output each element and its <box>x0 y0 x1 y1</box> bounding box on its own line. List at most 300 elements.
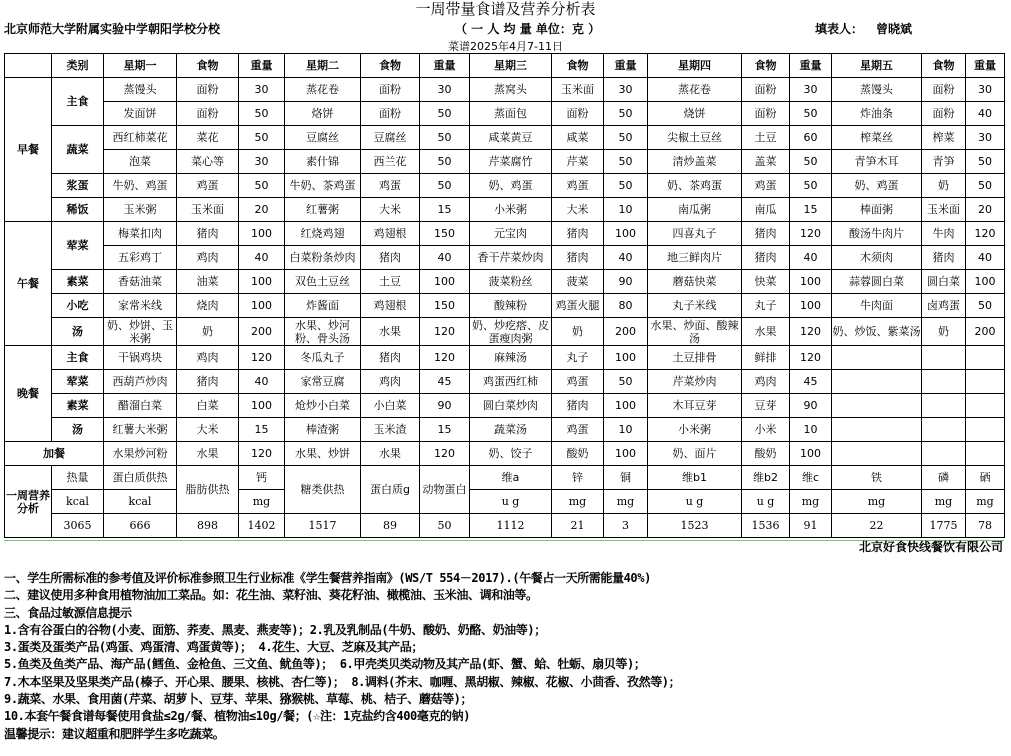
weight-cell: 30 <box>790 78 832 102</box>
food-cell: 面粉 <box>552 102 604 126</box>
food-cell: 面粉 <box>177 78 239 102</box>
nutrient-value: 666 <box>104 514 177 538</box>
meal-dinner: 晚餐 <box>5 346 52 442</box>
nutrient-name: 钙 <box>239 466 285 490</box>
dish-cell: 菠菜粉丝 <box>470 270 552 294</box>
note-line: 1.含有谷蛋白的谷物(小麦、面筋、荞麦、黑麦、燕麦等)；2.乳及乳制品(牛奶、酸奶、奶酪、奶油等)； <box>4 622 546 637</box>
weight-cell: 120 <box>420 346 470 370</box>
meal-extra: 加餐 <box>5 442 104 466</box>
divider <box>4 537 1004 541</box>
nutrient-value: 1536 <box>742 514 790 538</box>
weight-cell: 200 <box>239 318 285 346</box>
weight-cell: 100 <box>604 222 648 246</box>
header-day: 星期五 <box>832 54 922 78</box>
dish-cell: 醋溜白菜 <box>104 394 177 418</box>
weight-cell: 100 <box>239 294 285 318</box>
weight-cell: 90 <box>604 270 648 294</box>
food-cell: 猪肉 <box>177 370 239 394</box>
unit-label: （ 一 人 均 量 单位：克 ） <box>455 22 601 36</box>
weight-cell: 15 <box>790 198 832 222</box>
table-row <box>5 466 1005 490</box>
weight-cell: 150 <box>420 294 470 318</box>
weight-cell: 15 <box>420 418 470 442</box>
weight-cell: 50 <box>604 370 648 394</box>
weight-cell: 50 <box>966 294 1005 318</box>
weight-cell: 100 <box>239 394 285 418</box>
header-food: 食物 <box>177 54 239 78</box>
note-line: 二、建议使用多种食用植物油加工菜品。如：花生油、菜籽油、葵花籽油、橄榄油、玉米油、调和油等。 <box>4 588 538 603</box>
filler-label: 填表人： <box>815 22 864 36</box>
empty-cell <box>922 346 966 370</box>
dish-cell: 棒面粥 <box>832 198 922 222</box>
food-cell: 鸡蛋 <box>552 174 604 198</box>
food-cell: 猪肉 <box>552 222 604 246</box>
table-row <box>5 370 1005 394</box>
notes-section <box>4 570 1004 743</box>
weight-cell: 20 <box>966 198 1005 222</box>
nutrient-name: 硒 <box>966 466 1005 490</box>
dish-cell: 水果、炒河粉、骨头汤 <box>285 318 361 346</box>
weight-cell: 50 <box>604 126 648 150</box>
header-day: 星期一 <box>104 54 177 78</box>
food-cell: 酸奶 <box>552 442 604 466</box>
food-cell: 南瓜 <box>742 198 790 222</box>
weight-cell: 50 <box>790 150 832 174</box>
weight-cell: 30 <box>966 126 1005 150</box>
weight-cell: 120 <box>239 346 285 370</box>
food-cell: 水果 <box>742 318 790 346</box>
header-weight: 重量 <box>420 54 470 78</box>
category-label: 稀饭 <box>52 198 104 222</box>
dish-cell: 棒渣粥 <box>285 418 361 442</box>
food-cell: 鸡蛋 <box>552 418 604 442</box>
food-cell: 水果 <box>361 318 420 346</box>
nutrient-name: 维a <box>470 466 552 490</box>
dish-cell: 蔬菜汤 <box>470 418 552 442</box>
nutrient-unit: mg <box>552 490 604 514</box>
weight-cell: 100 <box>790 270 832 294</box>
nutrient-unit: kcal <box>52 490 104 514</box>
dish-cell: 烙饼 <box>285 102 361 126</box>
weight-cell: 50 <box>790 102 832 126</box>
food-cell: 玉米面 <box>922 198 966 222</box>
food-cell: 猪肉 <box>742 246 790 270</box>
weight-cell: 30 <box>239 78 285 102</box>
menu-table <box>4 53 1005 538</box>
dish-cell: 白菜粉条炒肉 <box>285 246 361 270</box>
nutrient-name: 蛋白质供热 <box>104 466 177 490</box>
nutrient-unit: mg <box>239 490 285 514</box>
dish-cell: 豆腐丝 <box>285 126 361 150</box>
nutrient-value: 898 <box>177 514 239 538</box>
dish-cell: 四喜丸子 <box>648 222 742 246</box>
dish-cell: 炸油条 <box>832 102 922 126</box>
category-label: 浆蛋 <box>52 174 104 198</box>
note-line: 7.木本坚果及坚果类产品(榛子、开心果、腰果、核桃、杏仁等)； 8.调料(芥末、咖喱、黑胡椒、辣椒、花椒、小茴香、孜然等)； <box>4 674 681 689</box>
weight-cell: 50 <box>420 126 470 150</box>
empty-cell <box>922 394 966 418</box>
food-cell: 鸡肉 <box>177 246 239 270</box>
header-weight: 重量 <box>966 54 1005 78</box>
dish-cell: 牛奶、鸡蛋 <box>104 174 177 198</box>
category-label: 汤 <box>52 418 104 442</box>
empty-cell <box>966 370 1005 394</box>
food-cell: 菜花 <box>177 126 239 150</box>
note-line: 10.本套午餐食谱每餐使用食盐≤2g/餐、植物油≤10g/餐；(☆注：1克盐约含400毫克的钠) <box>4 709 471 724</box>
weight-cell: 30 <box>966 78 1005 102</box>
weight-cell: 30 <box>420 78 470 102</box>
nutrient-name: 锌 <box>552 466 604 490</box>
nutrient-unit: mg <box>790 490 832 514</box>
dish-cell: 水果、炒饼 <box>285 442 361 466</box>
food-cell: 猪肉 <box>552 246 604 270</box>
empty-cell <box>832 346 922 370</box>
weight-cell: 90 <box>420 394 470 418</box>
dish-cell: 地三鲜肉片 <box>648 246 742 270</box>
note-line: 5.鱼类及鱼类产品、海产品(鳕鱼、金枪鱼、三文鱼、鱿鱼等)； 6.甲壳类贝类动物及其产品(虾、蟹、蛤、牡蛎、扇贝等)； <box>4 657 646 672</box>
header-type: 类别 <box>52 54 104 78</box>
weight-cell: 40 <box>790 246 832 270</box>
food-cell: 豆芽 <box>742 394 790 418</box>
header-weight: 重量 <box>604 54 648 78</box>
food-cell: 青笋 <box>922 150 966 174</box>
dish-cell: 奶、炒饭、紫菜汤 <box>832 318 922 346</box>
dish-cell: 五彩鸡丁 <box>104 246 177 270</box>
dish-cell: 蒸馒头 <box>832 78 922 102</box>
weight-cell: 50 <box>420 174 470 198</box>
table-row <box>5 418 1005 442</box>
table-row <box>5 102 1005 126</box>
nutrient-value: 50 <box>420 514 470 538</box>
table-row <box>5 346 1005 370</box>
nutrient-name: 维b1 <box>648 466 742 490</box>
table-row <box>5 294 1005 318</box>
nutrient-unit: mg <box>966 490 1005 514</box>
empty-cell <box>832 370 922 394</box>
dish-cell: 清炒盖菜 <box>648 150 742 174</box>
food-cell: 小白菜 <box>361 394 420 418</box>
table-row <box>5 54 1005 78</box>
weight-cell: 120 <box>239 442 285 466</box>
nutrient-name: 热量 <box>52 466 104 490</box>
dish-cell: 尖椒土豆丝 <box>648 126 742 150</box>
meal-breakfast: 早餐 <box>5 78 52 222</box>
weight-cell: 20 <box>239 198 285 222</box>
dish-cell: 蒸面包 <box>470 102 552 126</box>
food-cell: 鸡肉 <box>361 370 420 394</box>
table-row <box>5 514 1005 538</box>
weight-cell: 100 <box>790 442 832 466</box>
food-cell: 奶 <box>177 318 239 346</box>
weight-cell: 200 <box>604 318 648 346</box>
note-line: 一、学生所需标准的参考值及评价标准参照卫生行业标准《学生餐营养指南》(WS/T 554－2017).(午餐占一天所需能量40%) <box>4 571 651 585</box>
dish-cell: 蒜蓉圆白菜 <box>832 270 922 294</box>
weight-cell: 50 <box>239 102 285 126</box>
table-row <box>5 78 1005 102</box>
food-cell: 榨菜 <box>922 126 966 150</box>
nutrient-unit: u g <box>648 490 742 514</box>
category-label: 蔬菜 <box>52 126 104 174</box>
weight-cell: 50 <box>239 174 285 198</box>
food-cell: 大米 <box>177 418 239 442</box>
dish-cell: 冬瓜丸子 <box>285 346 361 370</box>
weight-cell: 60 <box>790 126 832 150</box>
food-cell: 小米 <box>742 418 790 442</box>
weight-cell: 50 <box>239 126 285 150</box>
nutrient-name: 脂肪供热 <box>177 466 239 514</box>
food-cell: 鸡蛋 <box>552 370 604 394</box>
header-food: 食物 <box>742 54 790 78</box>
dish-cell: 蒸馒头 <box>104 78 177 102</box>
dish-cell: 青笋木耳 <box>832 150 922 174</box>
dish-cell: 梅菜扣肉 <box>104 222 177 246</box>
food-cell: 白菜 <box>177 394 239 418</box>
dish-cell: 红薯粥 <box>285 198 361 222</box>
header-food: 食物 <box>922 54 966 78</box>
category-label: 素菜 <box>52 394 104 418</box>
weight-cell: 50 <box>420 102 470 126</box>
food-cell: 猪肉 <box>552 394 604 418</box>
weight-cell: 50 <box>966 174 1005 198</box>
note-line: 9.蔬菜、水果、食用菌(芹菜、胡萝卜、豆芽、苹果、猕猴桃、草莓、桃、桔子、蘑菇等)； <box>4 692 473 707</box>
dish-cell: 香干芹菜炒肉 <box>470 246 552 270</box>
dish-cell: 干锅鸡块 <box>104 346 177 370</box>
dish-cell: 西红柿菜花 <box>104 126 177 150</box>
weight-cell: 50 <box>790 174 832 198</box>
food-cell: 猪肉 <box>361 246 420 270</box>
food-cell: 鸡肉 <box>177 346 239 370</box>
empty-cell <box>966 418 1005 442</box>
weight-cell: 40 <box>604 246 648 270</box>
dish-cell: 蒸窝头 <box>470 78 552 102</box>
food-cell: 菠菜 <box>552 270 604 294</box>
dish-cell: 烧饼 <box>648 102 742 126</box>
weight-cell: 50 <box>966 150 1005 174</box>
food-cell: 菜心等 <box>177 150 239 174</box>
weight-cell: 120 <box>790 346 832 370</box>
dish-cell: 香菇油菜 <box>104 270 177 294</box>
nutrient-value: 78 <box>966 514 1005 538</box>
dish-cell: 奶、鸡蛋 <box>832 174 922 198</box>
food-cell: 鸡蛋火腿 <box>552 294 604 318</box>
food-cell: 鸡蛋 <box>361 174 420 198</box>
nutrient-value: 1523 <box>648 514 742 538</box>
dish-cell: 小米粥 <box>648 418 742 442</box>
weight-cell: 45 <box>420 370 470 394</box>
menu-date: 菜谱2025年4月7-11日 <box>448 40 563 53</box>
nutrient-value: 1775 <box>922 514 966 538</box>
food-cell: 面粉 <box>922 78 966 102</box>
nutrient-name: 磷 <box>922 466 966 490</box>
weight-cell: 150 <box>420 222 470 246</box>
weight-cell: 40 <box>966 246 1005 270</box>
food-cell: 玉米面 <box>552 78 604 102</box>
weight-cell: 120 <box>966 222 1005 246</box>
dish-cell: 玉米粥 <box>104 198 177 222</box>
empty-cell <box>922 370 966 394</box>
category-label: 主食 <box>52 78 104 126</box>
dish-cell: 圆白菜炒肉 <box>470 394 552 418</box>
weight-cell: 120 <box>790 318 832 346</box>
food-cell: 酸奶 <box>742 442 790 466</box>
food-cell: 猪肉 <box>177 222 239 246</box>
food-cell: 奶 <box>922 318 966 346</box>
header-day: 星期四 <box>648 54 742 78</box>
food-cell: 鸡翅根 <box>361 222 420 246</box>
dish-cell: 西葫芦炒肉 <box>104 370 177 394</box>
dish-cell: 丸子米线 <box>648 294 742 318</box>
food-cell: 牛肉 <box>922 222 966 246</box>
weight-cell: 50 <box>604 150 648 174</box>
dish-cell: 水果、炒面、酸辣汤 <box>648 318 742 346</box>
dish-cell: 泡菜 <box>104 150 177 174</box>
nutrient-unit: mg <box>922 490 966 514</box>
weight-cell: 100 <box>239 270 285 294</box>
food-cell: 水果 <box>177 442 239 466</box>
weight-cell: 40 <box>420 246 470 270</box>
dish-cell: 炝炒小白菜 <box>285 394 361 418</box>
empty-cell <box>832 418 922 442</box>
food-cell: 奶 <box>922 174 966 198</box>
food-cell: 猪肉 <box>742 222 790 246</box>
nutrient-value: 3065 <box>52 514 104 538</box>
dish-cell: 土豆排骨 <box>648 346 742 370</box>
food-cell: 面粉 <box>922 102 966 126</box>
header-day: 星期二 <box>285 54 361 78</box>
dish-cell: 奶、炒饼、玉米粥 <box>104 318 177 346</box>
corner-cell <box>5 54 52 78</box>
food-cell: 油菜 <box>177 270 239 294</box>
table-row <box>5 198 1005 222</box>
food-cell: 咸菜 <box>552 126 604 150</box>
weight-cell: 50 <box>604 174 648 198</box>
weight-cell: 30 <box>239 150 285 174</box>
weight-cell: 100 <box>790 294 832 318</box>
nutrient-value: 91 <box>790 514 832 538</box>
weight-cell: 40 <box>239 370 285 394</box>
food-cell: 玉米面 <box>177 198 239 222</box>
school-name: 北京师范大学附属实验中学朝阳学校分校 <box>4 22 221 36</box>
table-row <box>5 222 1005 246</box>
nutrient-unit: mg <box>832 490 922 514</box>
weight-cell: 100 <box>604 442 648 466</box>
weight-cell: 120 <box>420 318 470 346</box>
nutrient-value: 3 <box>604 514 648 538</box>
dish-cell: 酸辣粉 <box>470 294 552 318</box>
weight-cell: 50 <box>420 150 470 174</box>
dish-cell: 奶、茶鸡蛋 <box>648 174 742 198</box>
nutrient-name: 动物蛋白 <box>420 466 470 514</box>
food-cell: 鸡蛋 <box>177 174 239 198</box>
empty-cell <box>832 442 922 466</box>
dish-cell: 奶、鸡蛋 <box>470 174 552 198</box>
weight-cell: 100 <box>604 346 648 370</box>
dish-cell: 木须肉 <box>832 246 922 270</box>
food-cell: 芹菜 <box>552 150 604 174</box>
nutrient-unit: mg <box>604 490 648 514</box>
dish-cell: 麻辣汤 <box>470 346 552 370</box>
nutrient-unit: u g <box>742 490 790 514</box>
weight-cell: 10 <box>604 198 648 222</box>
company-name: 北京好食快线餐饮有限公司 <box>858 540 1003 554</box>
dish-cell: 芹菜炒肉 <box>648 370 742 394</box>
table-row <box>5 126 1005 150</box>
dish-cell: 家常米线 <box>104 294 177 318</box>
food-cell: 猪肉 <box>922 246 966 270</box>
table-row <box>5 270 1005 294</box>
nutrient-name: 维c <box>790 466 832 490</box>
weight-cell: 100 <box>966 270 1005 294</box>
nutrient-name: 蛋白质g <box>361 466 420 514</box>
dish-cell: 蒸花卷 <box>648 78 742 102</box>
dish-cell: 木耳豆芽 <box>648 394 742 418</box>
category-label: 小吃 <box>52 294 104 318</box>
meal-lunch: 午餐 <box>5 222 52 346</box>
food-cell: 奶 <box>552 318 604 346</box>
dish-cell: 发面饼 <box>104 102 177 126</box>
dish-cell: 奶、炒疙瘩、皮蛋瘦肉粥 <box>470 318 552 346</box>
weight-cell: 100 <box>604 394 648 418</box>
dish-cell: 家常豆腐 <box>285 370 361 394</box>
weight-cell: 120 <box>420 442 470 466</box>
food-cell: 丸子 <box>552 346 604 370</box>
nutrition-label: 一周营养分析 <box>5 466 52 538</box>
nutrient-value: 1517 <box>285 514 361 538</box>
nutrient-value: 21 <box>552 514 604 538</box>
nutrient-value: 1402 <box>239 514 285 538</box>
food-cell: 面粉 <box>361 102 420 126</box>
category-label: 汤 <box>52 318 104 346</box>
category-label: 荤菜 <box>52 222 104 270</box>
table-row <box>5 318 1005 346</box>
table-row <box>5 394 1005 418</box>
dish-cell: 素什锦 <box>285 150 361 174</box>
food-cell: 玉米渣 <box>361 418 420 442</box>
food-cell: 圆白菜 <box>922 270 966 294</box>
food-cell: 鸡肉 <box>742 370 790 394</box>
note-line: 温馨提示：建议超重和肥胖学生多吃蔬菜。 <box>4 726 225 741</box>
page-title: 一周带量食谱及营养分析表 <box>415 0 596 18</box>
note-line: 3.蛋类及蛋类产品(鸡蛋、鸡蛋清、鸡蛋黄等)； 4.花生、大豆、芝麻及其产品； <box>4 640 423 655</box>
dish-cell: 炸酱面 <box>285 294 361 318</box>
header-day: 星期三 <box>470 54 552 78</box>
dish-cell: 蒸花卷 <box>285 78 361 102</box>
header-weight: 重量 <box>790 54 832 78</box>
nutrient-name: 糖类供热 <box>285 466 361 514</box>
category-label: 素菜 <box>52 270 104 294</box>
weight-cell: 15 <box>239 418 285 442</box>
weight-cell: 30 <box>604 78 648 102</box>
weight-cell: 100 <box>420 270 470 294</box>
food-cell: 面粉 <box>742 102 790 126</box>
dish-cell: 牛奶、茶鸡蛋 <box>285 174 361 198</box>
food-cell: 猪肉 <box>361 346 420 370</box>
food-cell: 豆腐丝 <box>361 126 420 150</box>
food-cell: 鸡蛋 <box>742 174 790 198</box>
food-cell: 鸡翅根 <box>361 294 420 318</box>
food-cell: 大米 <box>361 198 420 222</box>
dish-cell: 蘑菇快菜 <box>648 270 742 294</box>
nutrient-value: 22 <box>832 514 922 538</box>
dish-cell: 南瓜粥 <box>648 198 742 222</box>
empty-cell <box>966 346 1005 370</box>
food-cell: 大米 <box>552 198 604 222</box>
dish-cell: 榨菜丝 <box>832 126 922 150</box>
weight-cell: 50 <box>604 102 648 126</box>
nutrient-unit: kcal <box>104 490 177 514</box>
food-cell: 面粉 <box>742 78 790 102</box>
table-row <box>5 490 1005 514</box>
